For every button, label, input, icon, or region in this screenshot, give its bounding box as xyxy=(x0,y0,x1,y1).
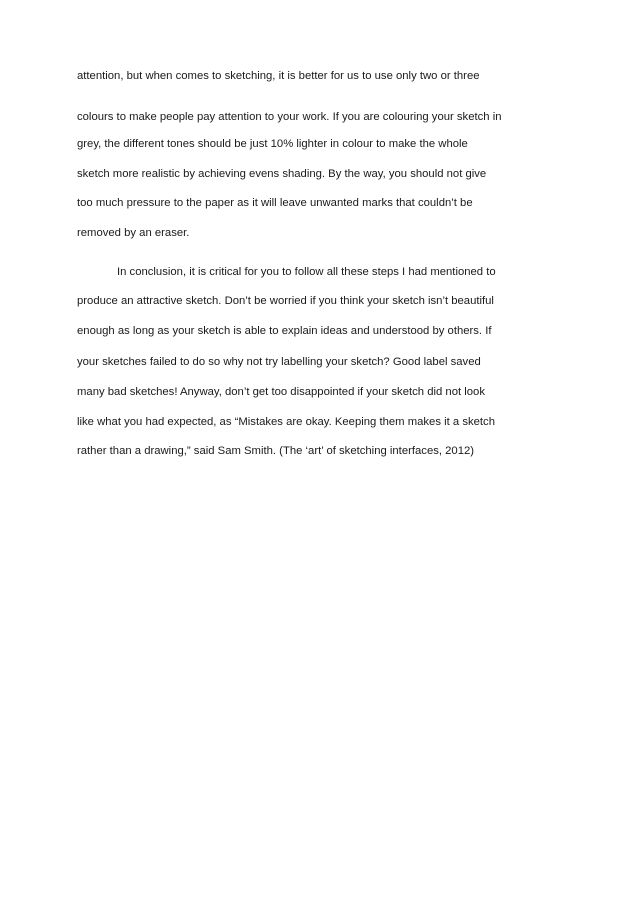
paragraph-1-line: sketch more realistic by achieving evens shading. By the way, you should not give xyxy=(77,168,487,180)
paragraph-1-line: colours to make people pay attention to your work. If you are colouring your sketch in xyxy=(77,111,502,123)
paragraph-2-line: many bad sketches! Anyway, don’t get too disappointed if your sketch did not look xyxy=(77,386,485,398)
paragraph-2-line: like what you had expected, as “Mistakes are okay. Keeping them makes it a sketch xyxy=(77,416,495,428)
paragraph-2-line: produce an attractive sketch. Don’t be worried if you think your sketch isn’t beautiful xyxy=(77,295,494,307)
paragraph-2-line: your sketches failed to do so why not try labelling your sketch? Good label saved xyxy=(77,356,481,368)
paragraph-1-line: attention, but when comes to sketching, it is better for us to use only two or three xyxy=(77,70,480,82)
paragraph-2-line: enough as long as your sketch is able to explain ideas and understood by others. If xyxy=(77,325,492,337)
paragraph-2-line: rather than a drawing,” said Sam Smith. (The ‘art’ of sketching interfaces, 2012) xyxy=(77,445,475,457)
paragraph-1-line: grey, the different tones should be just 10% lighter in colour to make the whole xyxy=(77,138,468,150)
paragraph-2-line: In conclusion, it is critical for you to follow all these steps I had mentioned to xyxy=(117,266,496,278)
paragraph-1-line: removed by an eraser. xyxy=(77,227,190,239)
paragraph-1-line: too much pressure to the paper as it will leave unwanted marks that couldn’t be xyxy=(77,197,473,209)
